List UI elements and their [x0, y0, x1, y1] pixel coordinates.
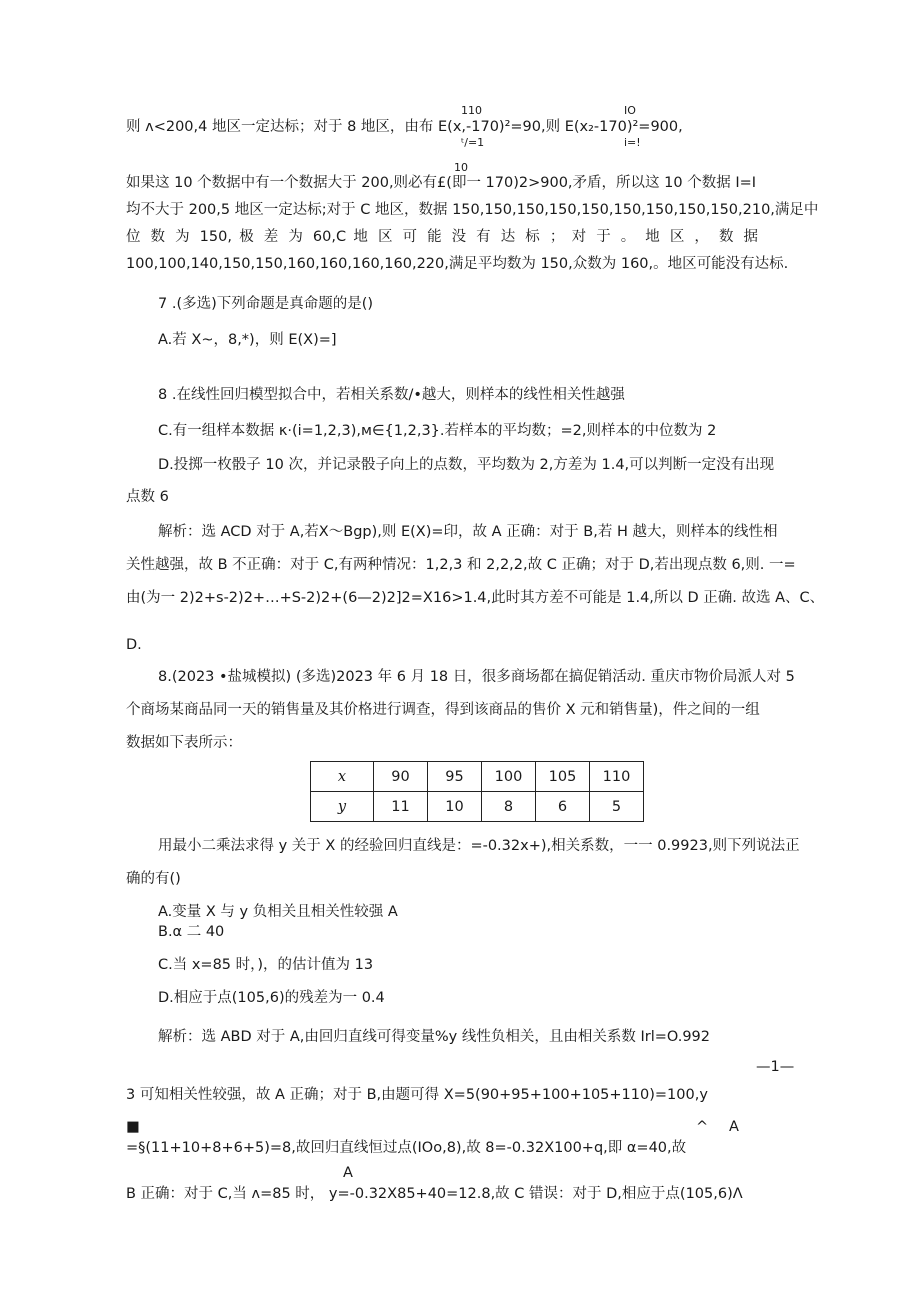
- question-8-option-a: A.变量 X 与 y 负相关且相关性较强 A: [158, 904, 398, 920]
- table-cell: y: [311, 792, 374, 822]
- solution-8-line-1: 解析：选 ABD 对于 A,由回归直线可得变量%y 线性负相关，且由相关系数 Irl=O.992: [158, 1029, 710, 1045]
- text-line-3: 均不大于 200,5 地区一定达标;对于 C 地区，数据 150,150,150,150,150,150,150,150,150,210,满足中: [126, 202, 819, 218]
- solution-8-line-2: 3 可知相关性较强，故 A 正确；对于 B,由题可得 X=5(90+95+100+105+110)=100,y: [126, 1087, 708, 1103]
- table-cell: 90: [374, 762, 428, 792]
- table-cell: 6: [536, 792, 590, 822]
- question-8-line-4: 用最小二乘法求得 y 关于 X 的经验回归直线是：=-0.32x+),相关系数，一一 0.9923,则下列说法正: [158, 838, 800, 854]
- table-row-y: [311, 792, 644, 822]
- sum-upper-limit-3: 10: [454, 161, 468, 174]
- solution-7-line-3: 由(为一 2)2+s-2)2+…+S-2)2+(6—2)2]2=X16>1.4,此时其方差不可能是 1.4,所以 D 正确. 故选 A、C、: [126, 590, 825, 606]
- table-cell: 11: [374, 792, 428, 822]
- table-cell: 110: [590, 762, 644, 792]
- question-7-stem: 7 .(多选)下列命题是真命题的是(): [158, 296, 374, 312]
- question-8-option-d: D.相应于点(105,6)的残差为一 0.4: [158, 990, 385, 1006]
- question-8-line-3: 数据如下表所示：: [126, 735, 242, 751]
- hat-mark-1: ^: [696, 1119, 709, 1135]
- text-line-2: 如果这 10 个数据中有一个数据大于 200,则必有£(即一 170)2>900,矛盾，所以这 10 个数据 I=I: [126, 175, 757, 191]
- table-cell: 95: [428, 762, 482, 792]
- solution-7-line-1: 解析：选 ACD 对于 A,若X～Bgp),则 E(X)=印，故 A 正确：对于 B,若 H 越大，则样本的线性相: [158, 524, 778, 540]
- table-cell: 8: [482, 792, 536, 822]
- question-8-option-b: B.α 二 40: [158, 924, 225, 940]
- page-number: —1—: [756, 1059, 795, 1075]
- solution-7-line-2: 关性越强，故 B 不正确：对于 C,有两种情况：1,2,3 和 2,2,2,故 C 正确；对于 D,若出现点数 6,则. 一=: [126, 557, 796, 573]
- solution-8-line-4: B 正确：对于 C,当 ʌ=85 时， y=-0.32X85+40=12.8,故 C 错误：对于 D,相应于点(105,6)Λ: [126, 1186, 743, 1202]
- solution-7-line-4: D.: [126, 637, 142, 653]
- solution-8-line-3: =§(11+10+8+6+5)=8,故回归直线恒过点(IOo,8),故 8=-0.32X100+q,即 α=40,故: [126, 1140, 687, 1156]
- question-7-option-d-line-2: 点数 6: [126, 489, 169, 505]
- sum-upper-limit-1: 110: [461, 104, 482, 117]
- table-cell: 5: [590, 792, 644, 822]
- question-7-option-c: C.有一组样本数据 κ·(i=1,2,3),м∈{1,2,3}.若样本的平均数；=2,则样本的中位数为 2: [158, 423, 717, 439]
- bullet-mark: ■: [126, 1119, 140, 1135]
- price-sales-table: [310, 761, 644, 822]
- table-cell: 10: [428, 792, 482, 822]
- text-line-1: 则 ʌ<200,4 地区一定达标；对于 8 地区，由布 E(x,-170)²=90,则 E(x₂-170)²=900,: [126, 119, 683, 135]
- question-8-line-5: 确的有(): [126, 871, 181, 887]
- question-8-option-c: C.当 x=85 时，)，的估计值为 13: [158, 957, 374, 973]
- question-7-option-b: 8 .在线性回归模型拟合中，若相关系数/•越大，则样本的线性相关性越强: [158, 387, 625, 403]
- table-cell: 105: [536, 762, 590, 792]
- question-8-line-1: 8.(2023 •盐城模拟) (多选)2023 年 6 月 18 日，很多商场都在搞促销活动. 重庆市物价局派人对 5: [158, 669, 795, 685]
- table-cell: x: [311, 762, 374, 792]
- sum-upper-limit-2: IO: [624, 104, 636, 117]
- sum-lower-limit-2: i=!: [624, 136, 641, 149]
- table-cell: 100: [482, 762, 536, 792]
- sum-lower-limit-1: ᵗ/=1: [461, 136, 485, 149]
- hat-mark-3: A: [343, 1165, 353, 1181]
- text-line-5: 100,100,140,150,150,160,160,160,160,220,满足平均数为 150,众数为 160,。地区可能没有达标.: [126, 256, 789, 272]
- question-7-option-d-line-1: D.投掷一枚骰子 10 次，并记录骰子向上的点数，平均数为 2,方差为 1.4,可以判断一定没有出现: [158, 457, 775, 473]
- question-7-option-a: A.若 X~，8,*)，则 E(X)=]: [158, 332, 337, 348]
- text-line-4: 位 数 为 150, 极 差 为 60,C 地 区 可 能 没 有 达 标 ； 对 于 。 地 区 ， 数 据: [126, 229, 758, 245]
- question-8-line-2: 个商场某商品同一天的销售量及其价格进行调查，得到该商品的售价 X 元和销售量)，件之间的一组: [126, 702, 760, 718]
- hat-mark-2: A: [729, 1119, 739, 1135]
- table-row-x: [311, 762, 644, 792]
